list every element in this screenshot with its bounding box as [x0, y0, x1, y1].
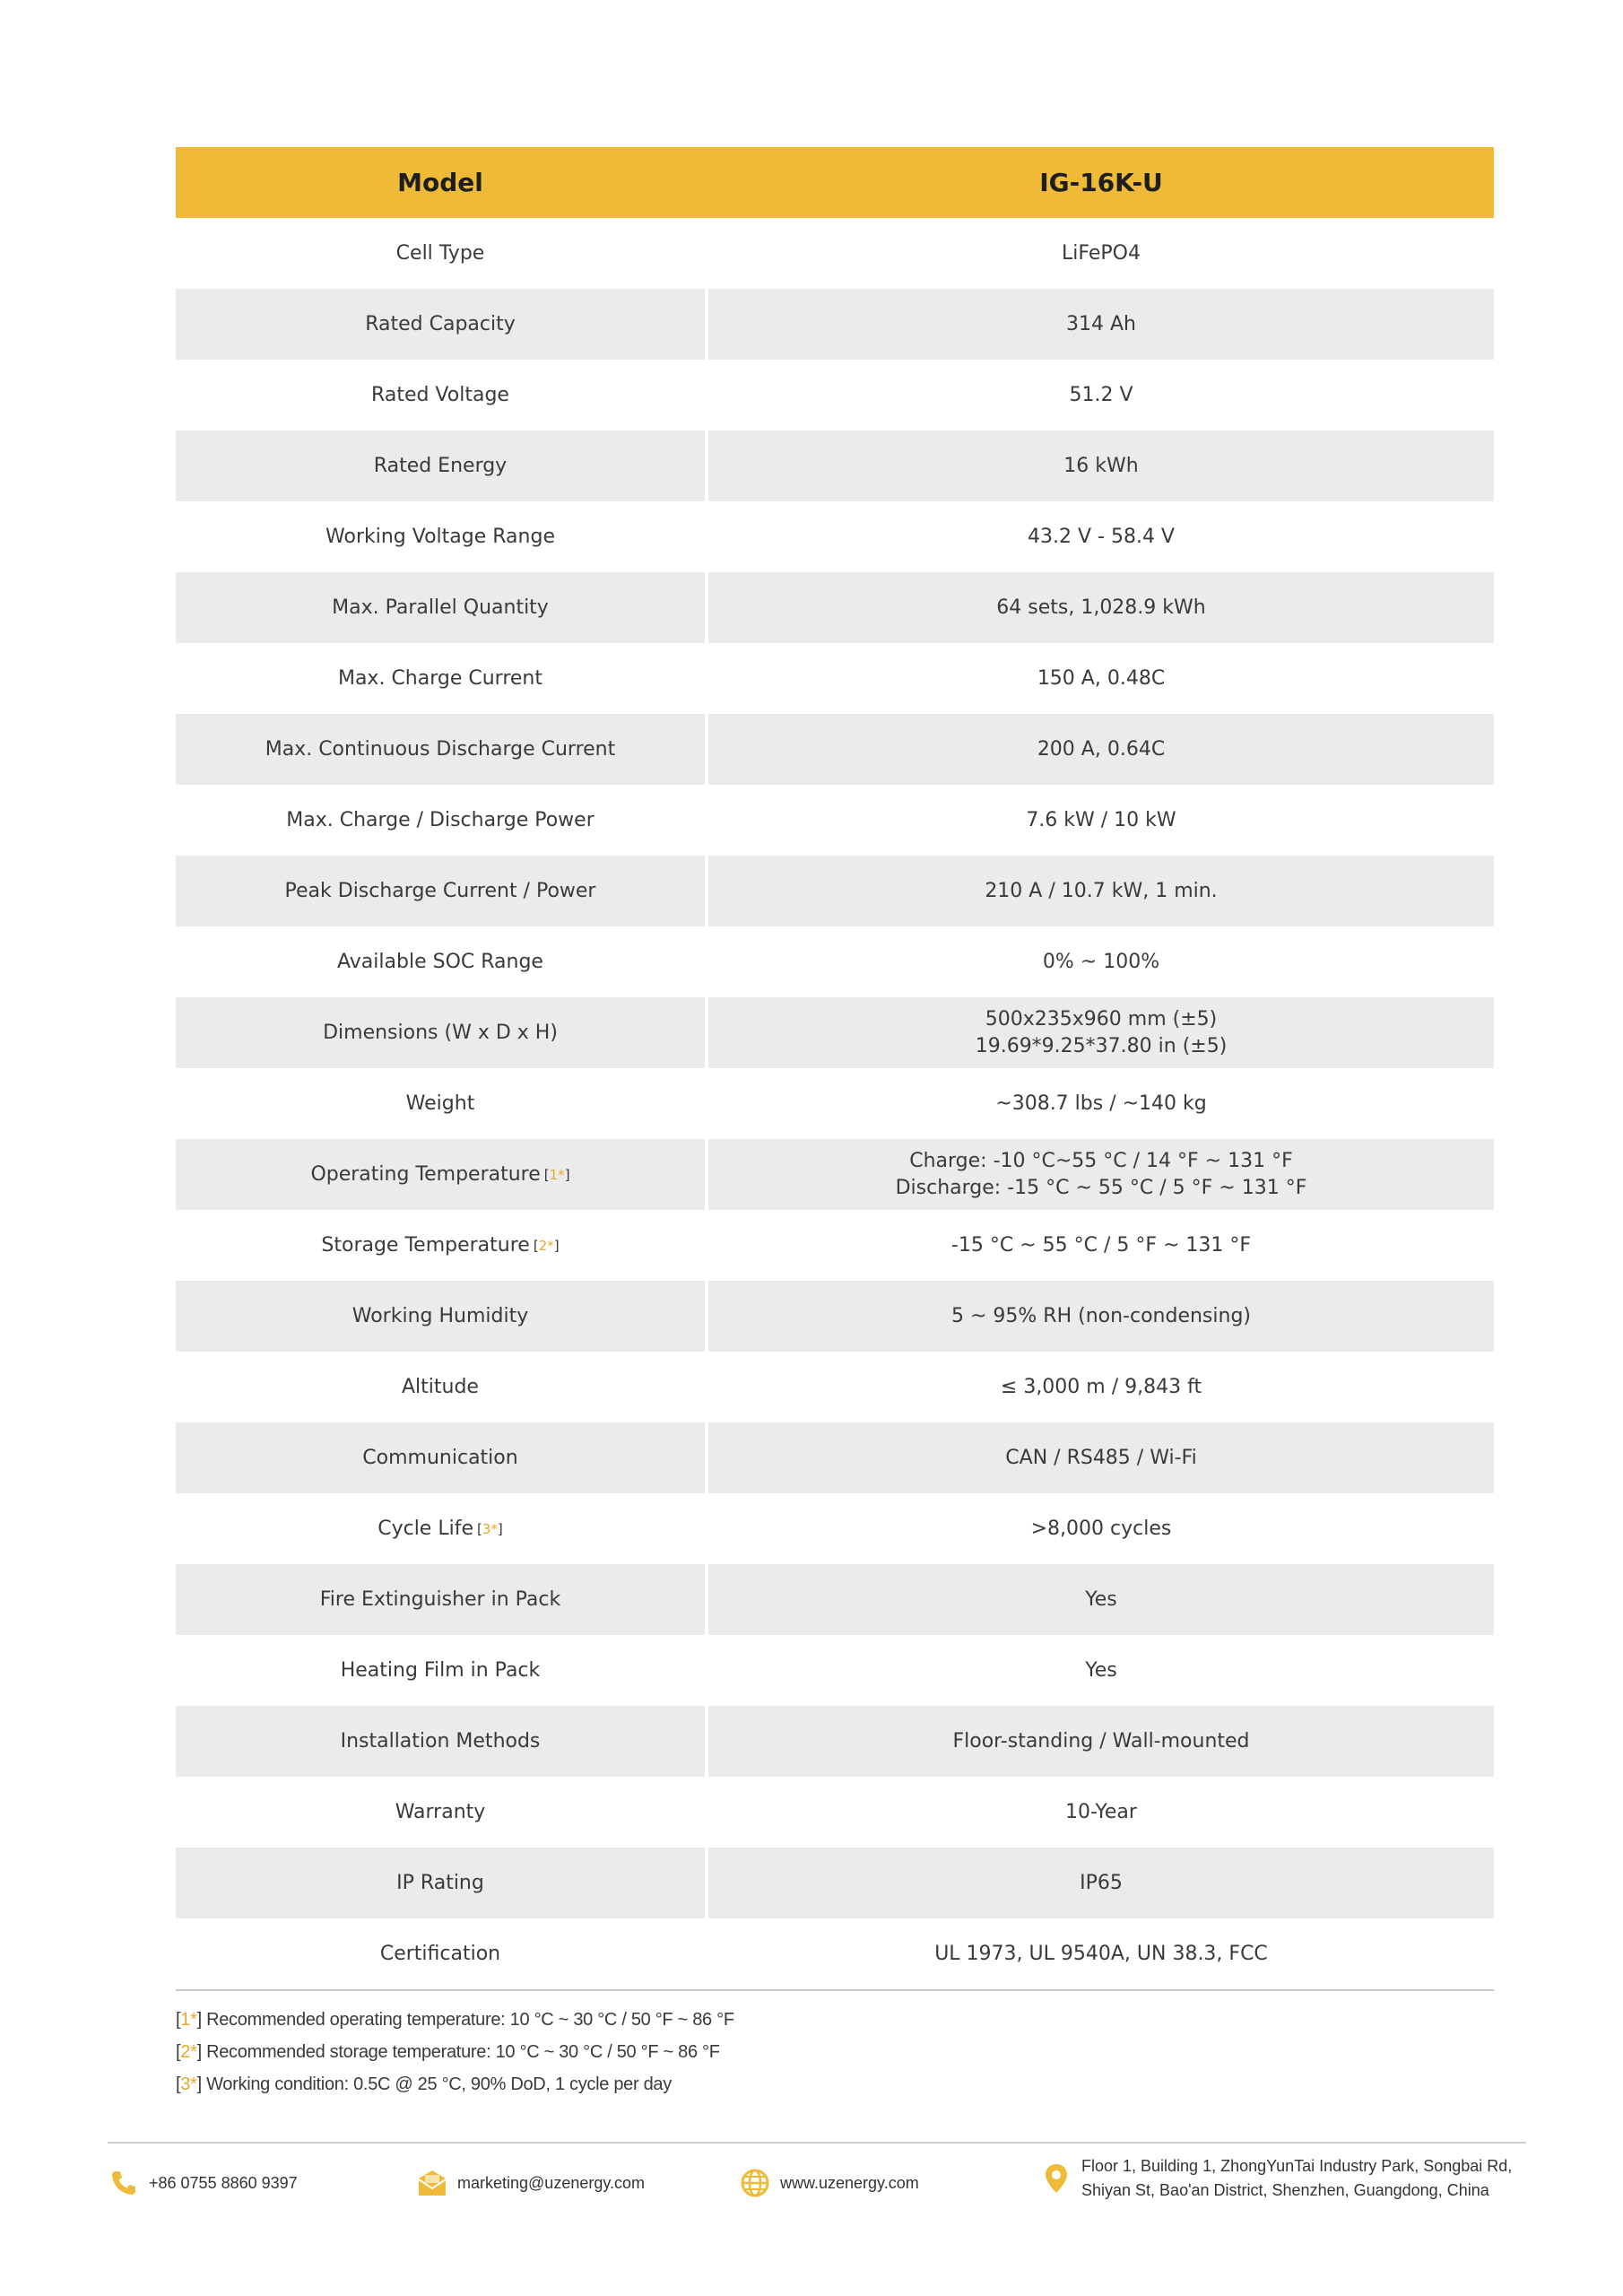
- globe-icon: [739, 2167, 771, 2199]
- spec-value-cell: [708, 1635, 1494, 1706]
- spec-value-cell: [708, 1493, 1494, 1564]
- spec-value-cell: [708, 1281, 1494, 1352]
- table-row: [176, 360, 1494, 430]
- spec-label-cell: [176, 501, 705, 572]
- spec-label-cell: [176, 1139, 705, 1210]
- spec-value: Yes: [1085, 1587, 1117, 1611]
- spec-value: 10-Year: [1065, 1800, 1137, 1823]
- spec-value: Charge: -10 °C~55 °C / 14 °F ~ 131 °F: [909, 1149, 1293, 1172]
- spec-label: Communication: [362, 1446, 518, 1469]
- email-icon: [416, 2167, 448, 2199]
- table-row: [176, 1493, 1494, 1564]
- spec-value: 200 A, 0.64C: [1037, 737, 1166, 761]
- spec-value: 210 A / 10.7 kW, 1 min.: [985, 879, 1218, 902]
- spec-value: Floor-standing / Wall-mounted: [952, 1729, 1250, 1752]
- table-row: [176, 785, 1494, 856]
- spec-value-cell: [708, 856, 1494, 926]
- spec-value: ~308.7 lbs / ~140 kg: [995, 1091, 1207, 1115]
- spec-value: 5 ~ 95% RH (non-condensing): [950, 1304, 1251, 1327]
- website-contact: [739, 2167, 919, 2199]
- table-row: [176, 289, 1494, 360]
- spec-value-cell: [708, 501, 1494, 572]
- spec-value: 314 Ah: [1066, 312, 1136, 335]
- header-model-value: IG-16K-U: [708, 147, 1494, 218]
- footnote: [2*] Recommended storage temperature: 10 °C ~ 30 °C / 50 °F ~ 86 °F: [176, 2042, 720, 2062]
- spec-value-cell: [708, 926, 1494, 997]
- table-row: [176, 1352, 1494, 1422]
- footnote-text: Working condition: 0.5C @ 25 °C, 90% DoD, 1 cycle per day: [206, 2074, 672, 2094]
- location-pin-icon: [1040, 2162, 1072, 2195]
- footnote: [3*] Working condition: 0.5C @ 25 °C, 90% DoD, 1 cycle per day: [176, 2074, 672, 2094]
- spec-label-cell: [176, 997, 705, 1068]
- table-row: [176, 997, 1494, 1068]
- table-row: [176, 926, 1494, 997]
- spec-label: Fire Extinguisher in Pack: [319, 1587, 561, 1611]
- spec-value-cell: [708, 1352, 1494, 1422]
- spec-label: Warranty: [395, 1800, 486, 1823]
- spec-label: Installation Methods: [340, 1729, 541, 1752]
- spec-label-cell: [176, 572, 705, 643]
- footnote-marker: [1*]: [543, 1166, 570, 1183]
- spec-label-cell: [176, 1281, 705, 1352]
- table-row: [176, 501, 1494, 572]
- email-address[interactable]: marketing@uzenergy.com: [457, 2173, 646, 2192]
- spec-label: Dimensions (W x D x H): [323, 1021, 558, 1044]
- spec-value-cell: [708, 1422, 1494, 1493]
- table-row: [176, 1564, 1494, 1635]
- address-line-2: Shiyan St, Bao'an District, Shenzhen, Guangdong, China: [1081, 2181, 1489, 2199]
- spec-value: CAN / RS485 / Wi-Fi: [1005, 1446, 1197, 1469]
- spec-value: >8,000 cycles: [1030, 1517, 1172, 1540]
- spec-value: 64 sets, 1,028.9 kWh: [996, 596, 1206, 619]
- spec-label-cell: [176, 1352, 705, 1422]
- spec-value: Yes: [1085, 1658, 1117, 1682]
- table-row: [176, 1848, 1494, 1918]
- spec-value-cell: [708, 1848, 1494, 1918]
- table-row: [176, 1706, 1494, 1777]
- spec-label: Cycle Life: [378, 1517, 473, 1540]
- phone-icon: [108, 2167, 140, 2199]
- table-row: [176, 1281, 1494, 1352]
- spec-value: 43.2 V - 58.4 V: [1028, 525, 1175, 548]
- website-url[interactable]: www.uzenergy.com: [780, 2173, 919, 2192]
- spec-label-cell: [176, 856, 705, 926]
- footnote-text: Recommended storage temperature: 10 °C ~ 30 °C / 50 °F ~ 86 °F: [206, 2042, 720, 2062]
- table-row: [176, 572, 1494, 643]
- spec-label-cell: [176, 1706, 705, 1777]
- spec-label: Max. Continuous Discharge Current: [265, 737, 616, 761]
- spec-value: ≤ 3,000 m / 9,843 ft: [1000, 1375, 1202, 1398]
- spec-label: Weight: [405, 1091, 475, 1115]
- footnote-marker-number: 3*: [482, 1520, 498, 1537]
- address-text: [1081, 2154, 1512, 2203]
- spec-value-cell: [708, 643, 1494, 714]
- table-header: [176, 147, 1494, 218]
- phone-number: +86 0755 8860 9397: [149, 2173, 298, 2192]
- footnotes: [176, 2004, 734, 2100]
- contact-footer: [0, 2151, 1623, 2249]
- footnote-number: 1*: [180, 2010, 197, 2030]
- spec-label: Rated Capacity: [365, 312, 516, 335]
- table-row: [176, 1635, 1494, 1706]
- spec-value: 51.2 V: [1069, 383, 1133, 406]
- spec-label-cell: [176, 1918, 705, 1989]
- spec-value-cell: [708, 785, 1494, 856]
- spec-label: IP Rating: [396, 1871, 484, 1894]
- spec-value-cell: [708, 1777, 1494, 1848]
- spec-label: Storage Temperature: [321, 1233, 530, 1257]
- spec-label: Certification: [379, 1942, 501, 1965]
- spec-label-cell: [176, 643, 705, 714]
- spec-value: UL 1973, UL 9540A, UN 38.3, FCC: [934, 1942, 1268, 1965]
- spec-value-cell: [708, 1564, 1494, 1635]
- spec-label-cell: [176, 218, 705, 289]
- spec-value-cell: [708, 360, 1494, 430]
- spec-value: IP65: [1080, 1871, 1123, 1894]
- table-row: [176, 1068, 1494, 1139]
- footnote-text: Recommended operating temperature: 10 °C ~ 30 °C / 50 °F ~ 86 °F: [206, 2010, 734, 2030]
- spec-label: Operating Temperature: [310, 1162, 541, 1186]
- spec-label: Working Voltage Range: [325, 525, 555, 548]
- header-model-label: Model: [176, 147, 705, 218]
- spec-label-cell: [176, 1422, 705, 1493]
- spec-value-cell: [708, 1139, 1494, 1210]
- footnote-marker-number: 1*: [549, 1166, 565, 1183]
- table-row: [176, 856, 1494, 926]
- spec-label-cell: [176, 1068, 705, 1139]
- spec-value-cell: [708, 714, 1494, 785]
- table-row: [176, 714, 1494, 785]
- spec-label-cell: [176, 1564, 705, 1635]
- footnote-number: 2*: [180, 2042, 197, 2062]
- spec-value-cell: [708, 997, 1494, 1068]
- spec-label: Max. Parallel Quantity: [332, 596, 549, 619]
- phone-contact: [108, 2167, 298, 2199]
- table-row: [176, 1139, 1494, 1210]
- spec-label: Heating Film in Pack: [340, 1658, 541, 1682]
- table-row: [176, 218, 1494, 289]
- spec-label-cell: [176, 360, 705, 430]
- table-row: [176, 1210, 1494, 1281]
- spec-label-cell: [176, 1493, 705, 1564]
- spec-value-cell: [708, 430, 1494, 501]
- spec-label: Rated Energy: [373, 454, 508, 477]
- spec-value: 7.6 kW / 10 kW: [1026, 808, 1176, 831]
- spec-label-cell: [176, 430, 705, 501]
- spec-value-cell: [708, 1918, 1494, 1989]
- spec-label-cell: [176, 926, 705, 997]
- spec-value-cell: [708, 289, 1494, 360]
- footnote-marker: [3*]: [477, 1520, 503, 1537]
- table-row: [176, 643, 1494, 714]
- spec-value: Discharge: -15 °C ~ 55 °C / 5 °F ~ 131 °F: [895, 1176, 1307, 1199]
- footnote-marker-number: 2*: [538, 1237, 554, 1254]
- footer-divider: [108, 2142, 1526, 2144]
- table-row: [176, 1777, 1494, 1848]
- spec-value: 16 kWh: [1063, 454, 1139, 477]
- spec-value: -15 °C ~ 55 °C / 5 °F ~ 131 °F: [950, 1233, 1252, 1257]
- spec-label: Working Humidity: [352, 1304, 529, 1327]
- spec-label: Altitude: [402, 1375, 479, 1398]
- spec-value: 19.69*9.25*37.80 in (±5): [975, 1034, 1228, 1057]
- spec-value-cell: [708, 572, 1494, 643]
- spec-label-cell: [176, 289, 705, 360]
- spec-label: Max. Charge Current: [337, 666, 543, 690]
- spec-label-cell: [176, 1777, 705, 1848]
- spec-label-cell: [176, 1635, 705, 1706]
- spec-table: [176, 147, 1494, 1991]
- email-contact: [416, 2167, 645, 2199]
- spec-label-cell: [176, 1848, 705, 1918]
- footnote: [1*] Recommended operating temperature: 10 °C ~ 30 °C / 50 °F ~ 86 °F: [176, 2010, 734, 2030]
- spec-value: LiFePO4: [1062, 241, 1141, 265]
- spec-label-cell: [176, 714, 705, 785]
- spec-label: Rated Voltage: [371, 383, 509, 406]
- footnote-number: 3*: [180, 2074, 197, 2094]
- spec-value-cell: [708, 218, 1494, 289]
- spec-label-cell: [176, 1210, 705, 1281]
- spec-value-cell: [708, 1068, 1494, 1139]
- spec-label: Available SOC Range: [337, 950, 543, 973]
- spec-label: Peak Discharge Current / Power: [284, 879, 596, 902]
- spec-value: 150 A, 0.48C: [1037, 666, 1166, 690]
- spec-value: 0% ~ 100%: [1042, 950, 1160, 973]
- footnote-marker: [2*]: [533, 1237, 560, 1254]
- spec-value-cell: [708, 1706, 1494, 1777]
- table-row: [176, 1422, 1494, 1493]
- spec-value-cell: [708, 1210, 1494, 1281]
- spec-label: Max. Charge / Discharge Power: [286, 808, 595, 831]
- table-row: [176, 430, 1494, 501]
- address-line-1: Floor 1, Building 1, ZhongYunTai Industry Park, Songbai Rd,: [1081, 2157, 1513, 2175]
- address-contact: [1040, 2154, 1512, 2203]
- spec-label: Cell Type: [395, 241, 485, 265]
- spec-label-cell: [176, 785, 705, 856]
- table-row: [176, 1918, 1494, 1991]
- spec-value: 500x235x960 mm (±5): [985, 1007, 1218, 1031]
